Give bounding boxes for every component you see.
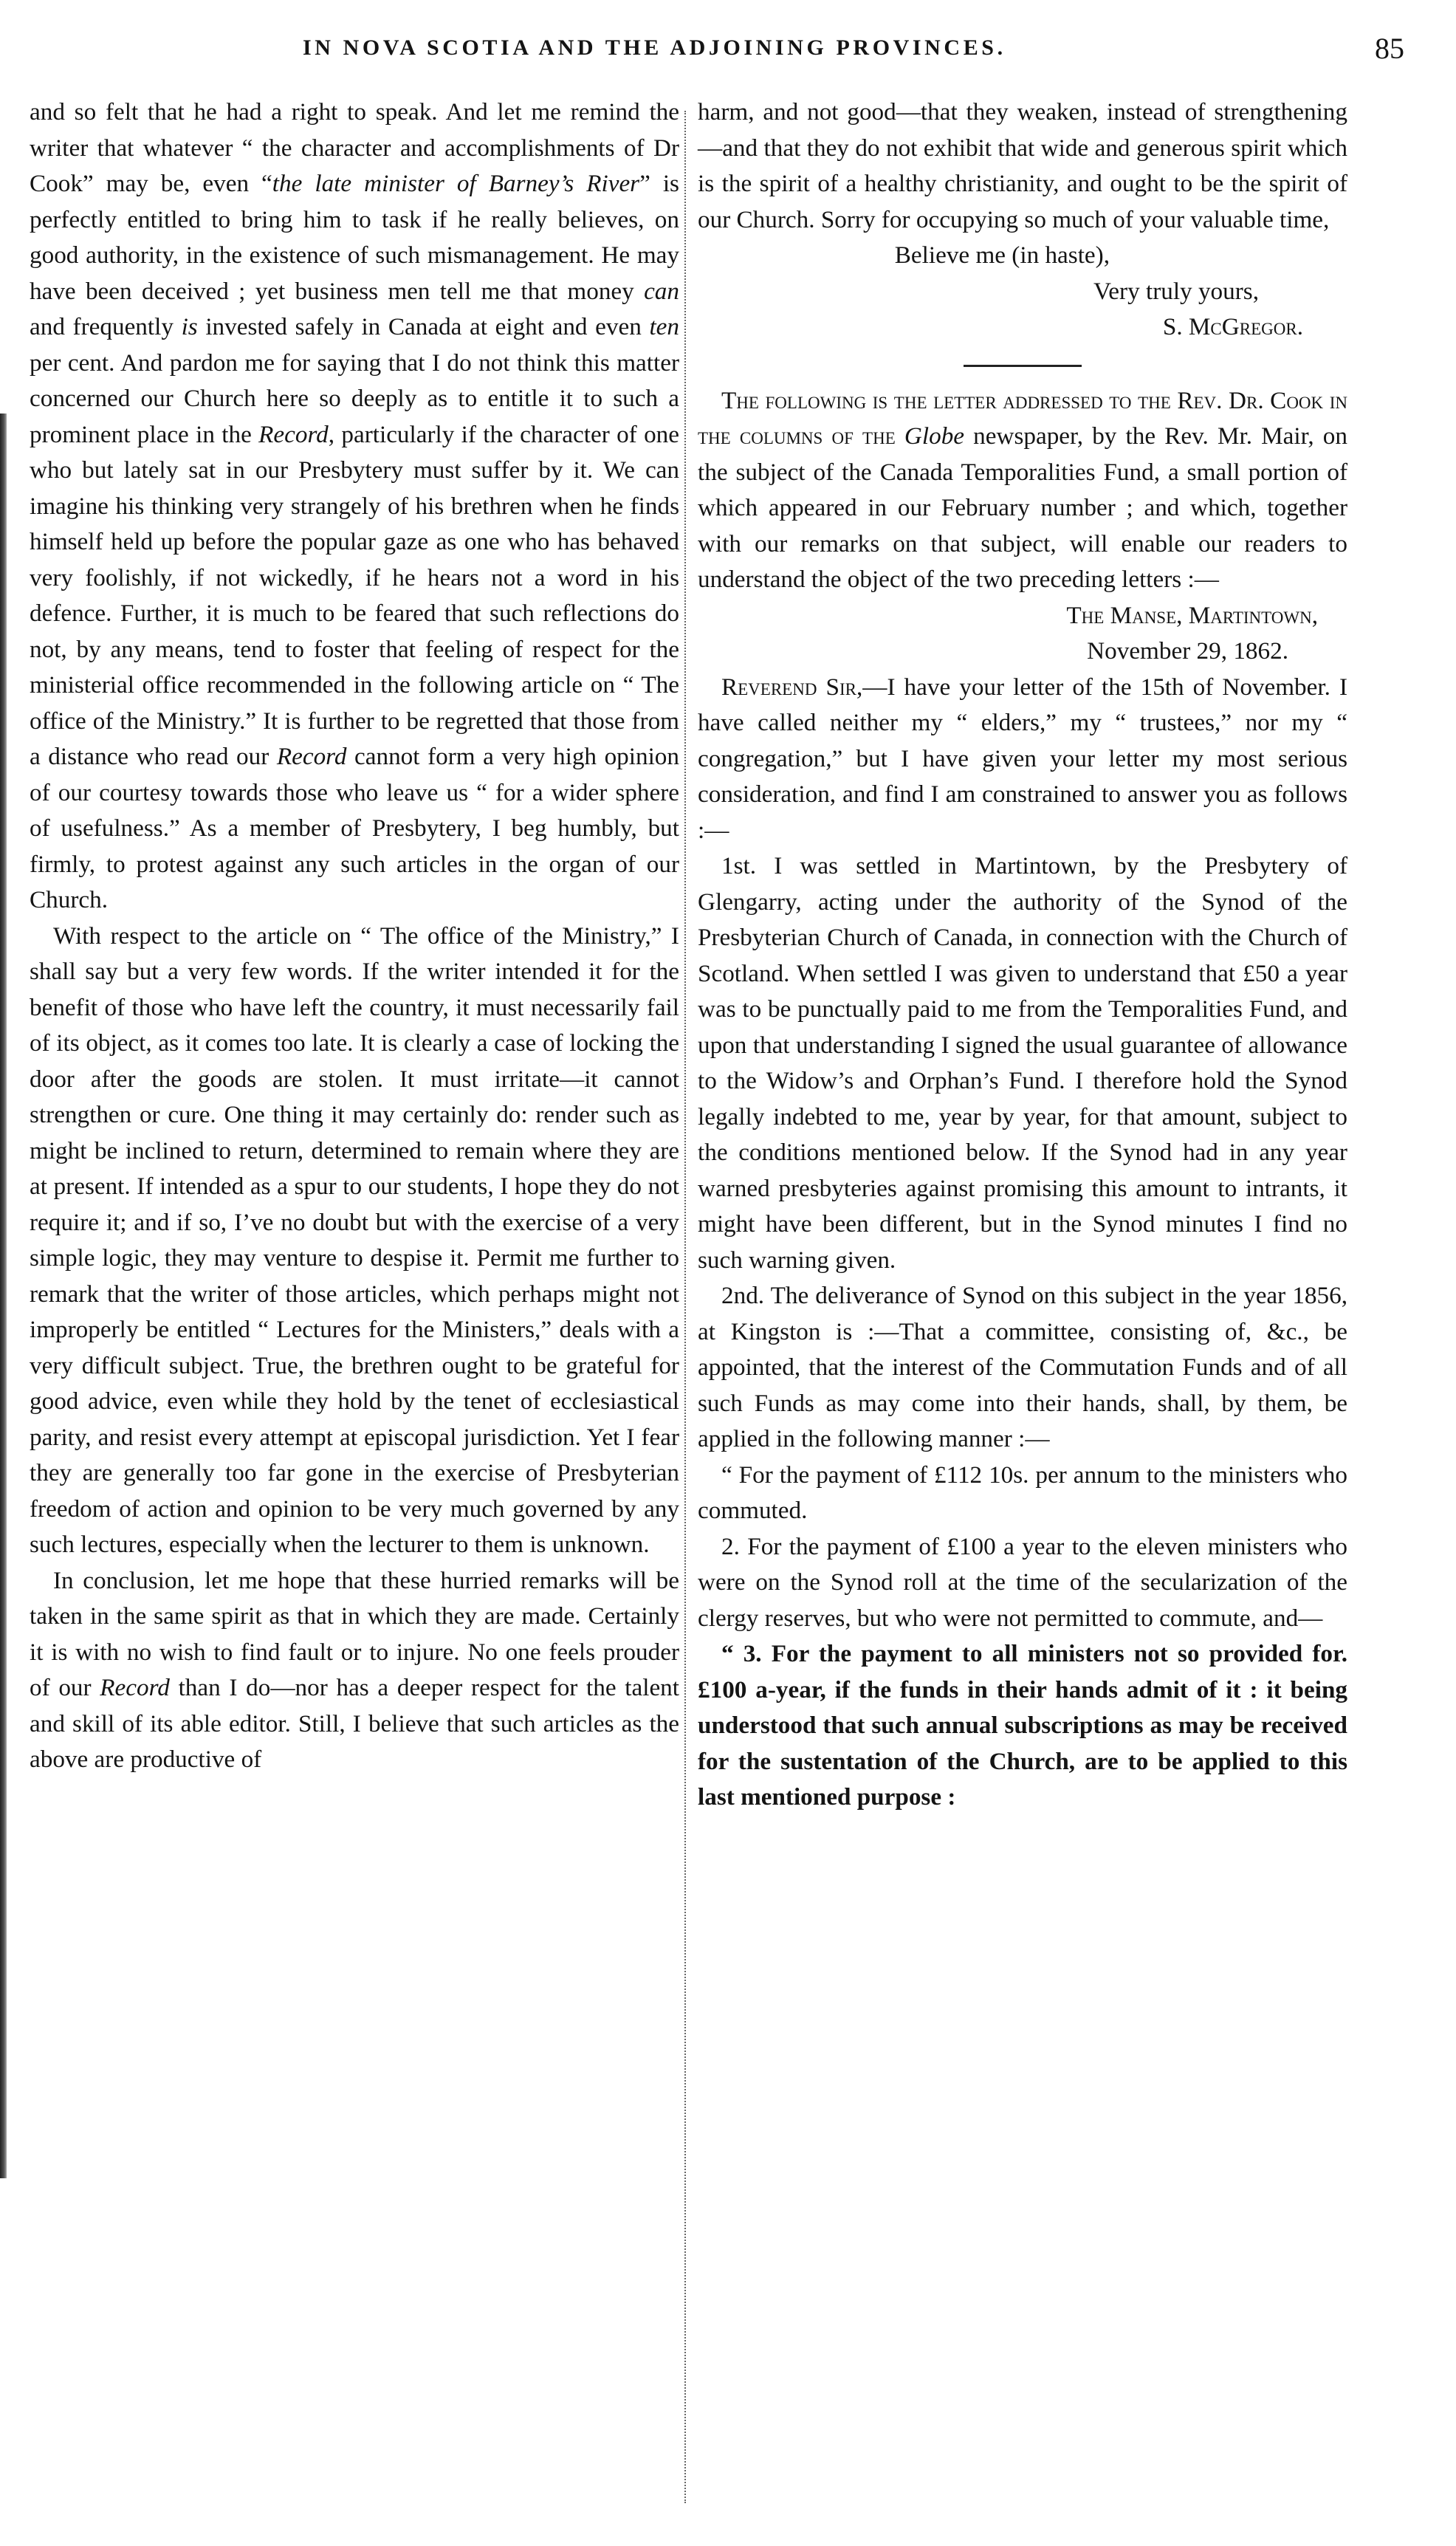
paragraph: With respect to the article on “ The office of the Ministry,” I shall say but a very few words. If the writer intended it for the benefit of those who have left the country, it must necessarily fail of its object, as it comes too late. It is clearly a case of locking the door after the goods are stolen. It must irritate—it cannot strengthen or cure. One thing it may certainly do: render such as might be inclined to return, determined to remain where they are at present. If intended as a spur to our students, I hope they do not require it; and if so, I’ve no doubt but with the exercise of a very simple logic, they may venture to despise it. Permit me further to remark that the writer of those articles, which perhaps might not improperly be entitled “ Lectures for the Ministers,” deals with a very difficult subject. True, the brethren ought to be grateful for good advice, even while they hold by the tenet of ecclesiastical parity, and resist every attempt at episcopal jurisdiction. Yet I fear they are generally too far gone in the exercise of Presbyterian freedom of action and opinion to be very much governed by any such lectures, especially when the lecturer to them is unknown. bbox=[30, 922, 679, 1558]
running-title: IN NOVA SCOTIA AND THE ADJOINING PROVINCES. bbox=[303, 35, 1006, 60]
emphasis: Record bbox=[100, 1674, 170, 1701]
letter-date: November 29, 1862. bbox=[1087, 637, 1288, 665]
letter-address: The Manse, Martintown, bbox=[1066, 601, 1318, 629]
closing-line: Believe me (in haste), bbox=[894, 241, 1110, 269]
page-binding-edge bbox=[0, 414, 7, 2178]
paragraph: “ For the payment of £112 10s. per annum to the ministers who commuted. bbox=[698, 1461, 1347, 1524]
paragraph: harm, and not good—that they weaken, instead of strengthening—and that they do not exhibit that wide and generous spirit which is the spirit of a healthy christianity, and ought to be the spirit of our Church. Sorry for occupying so much of your valuable time, bbox=[698, 98, 1347, 233]
section-rule bbox=[964, 365, 1082, 367]
emphasis: Record bbox=[276, 743, 347, 770]
emphasis: is bbox=[181, 313, 198, 340]
paragraph: In conclusion, let me hope that these hurried remarks will be taken in the same spirit as that in which they are made. Certainly it is with no wish to find fault or to injure. No one feels prouder of our Record than I do—nor has a deeper respect for the talent and skill of its able editor. Still, I believe that such articles as the above are productive of bbox=[30, 1566, 679, 1773]
signature: S. McGregor. bbox=[1162, 313, 1303, 340]
left-column bbox=[30, 95, 679, 1778]
paragraph: 1st. I was settled in Martintown, by the Presbytery of Glengarry, acting under the authority of the Synod of the Presbyterian Church of Canada, in connection with the Church of Scotland. When settled I was given to understand that £50 a year was to be punctually paid to me from the Temporalities Fund, and upon that understanding I signed the usual guarantee of allowance to the Widow’s and Orphan’s Fund. I therefore hold the Synod legally indebted to me, year by year, for that amount, subject to the conditions mentioned below. If the Synod had in any year warned presbyteries against promising this amount to intrants, it might have been different, but in the Synod minutes I find no such warning given. bbox=[698, 852, 1347, 1274]
emphasis: Globe bbox=[904, 422, 965, 450]
paragraph: and so felt that he had a right to speak. And let me remind the writer that whatever “ the character and accomplishments of Dr Cook” may be, even “the late minister of Barney’s River” is perfectly entitled to bring him to task if he really believes, on good authority, in the existence of such mismanagement. He may have been deceived ; yet business men tell me that money can and frequently is invested safely in Canada at eight and even ten per cent. And pardon me for saying that I do not think this matter concerned our Church here so deeply as to entitle it to such a prominent place in the Record, particularly if the character of one who but lately sat in our Presbytery must suffer by it. We can imagine his thinking very strangely of his brethren when he finds himself held up before the popular gaze as one who has behaved very foolishly, if not wickedly, if he hears not a word in his defence. Further, it is much to be feared that such reflections do not, by any means, tend to foster that feeling of respect for the ministerial office recommended in the following article on “ The office of the Ministry.” It is further to be regretted that those from a distance who read our Record cannot form a very high opinion of our courtesy towards those who leave us “ for a wider sphere of usefulness.” As a member of Presbytery, I beg humbly, but firmly, to protest against any such articles in the organ of our Church. bbox=[30, 98, 679, 913]
paragraph: The following is the letter addressed to the Rev. Dr. Cook in the columns of the Globe newspaper, by the Rev. Mr. Mair, on the subject of the Canada Temporalities Fund, a small portion of which appeared in our February number ; and which, together with our remarks on that subject, will enable our readers to understand the object of the two preceding letters :— bbox=[698, 386, 1347, 593]
column-divider bbox=[684, 111, 686, 2503]
emphasis: ten bbox=[649, 313, 679, 340]
paragraph: “ 3. For the payment to all ministers not so provided for. £100 a-year, if the funds in their hands admit of it : it being understood that such annual subscriptions as may be received for the sustentation of the Church, are to be applied to this last mentioned purpose : bbox=[698, 1640, 1347, 1811]
paragraph: Reverend Sir,—I have your letter of the 15th of November. I have called neither my “ elders,” my “ trustees,” nor my “ congregation,” but I have given your letter my most serious consideration, and find I am constrained to answer you as follows :— bbox=[698, 673, 1347, 844]
emphasis: Record bbox=[258, 420, 329, 448]
salutation: Reverend Sir, bbox=[721, 673, 863, 701]
emphasis: the late minister of Barney’s River bbox=[272, 170, 640, 197]
paragraph: 2nd. The deliverance of Synod on this subject in the year 1856, at Kingston is :—That a committee, consisting of, &c., be appointed, that the interest of the Commutation Funds and of all such Funds as may come into their hands, shall, by them, be applied in the following manner :— bbox=[698, 1282, 1347, 1452]
right-column bbox=[698, 95, 1347, 1816]
emphasis: can bbox=[644, 277, 679, 305]
running-header bbox=[59, 32, 1432, 68]
page-number: 85 bbox=[1375, 32, 1404, 65]
paragraph: 2. For the payment of £100 a year to the eleven ministers who were on the Synod roll at the time of the secularization of the clergy reserves, but who were not permitted to commute, and— bbox=[698, 1532, 1347, 1632]
closing-line: Very truly yours, bbox=[1093, 277, 1259, 305]
